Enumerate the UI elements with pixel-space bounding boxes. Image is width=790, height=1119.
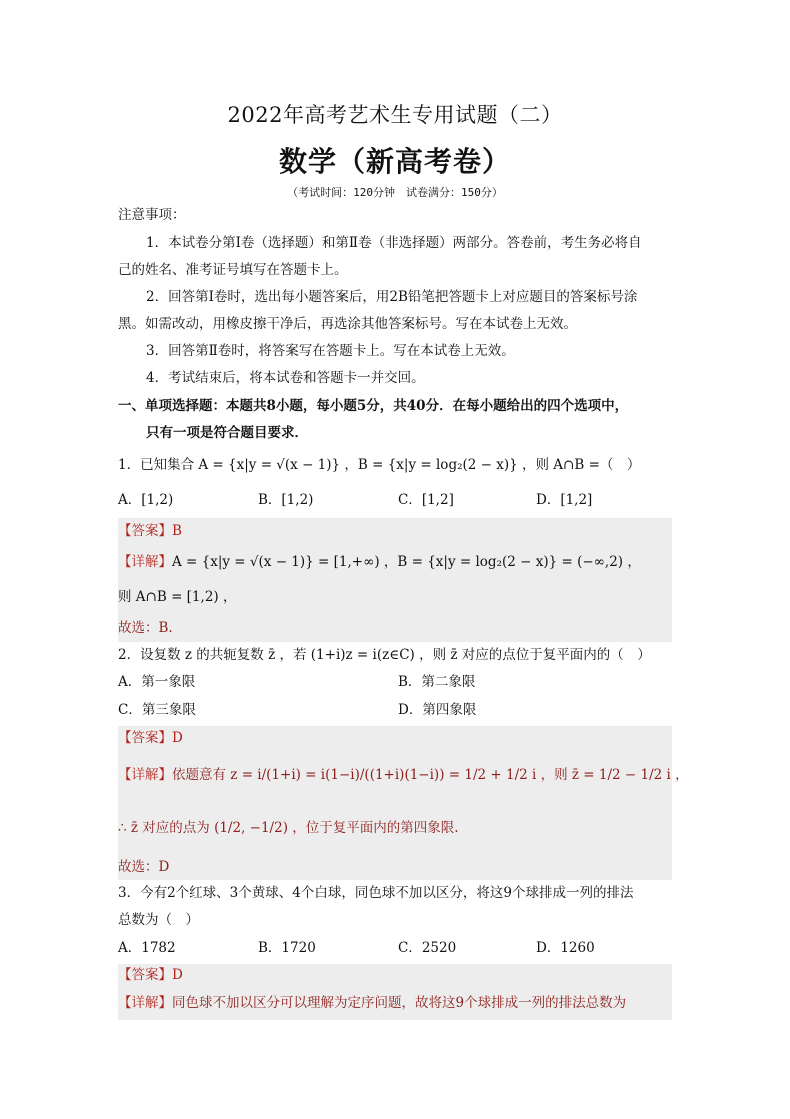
q2-detail-text: 依题意有 z = i/(1+i) = i(1−i)/((1+i)(1−i)) = 1/2 + 1/2 i ，则 z̄ = 1/2 − 1/2 i ， <box>172 767 689 783</box>
q2-option-d: D．第四象限 <box>398 702 477 718</box>
q1-detail <box>118 552 641 572</box>
q3-option-a: A．1782 <box>118 940 176 956</box>
q2-stem: 2．设复数 z 的共轭复数 z̄ ，若 (1+i)z = i(z∈C) ，则 z̄ 对应的点位于复平面内的（ ） <box>118 647 651 663</box>
note-1b: 己的姓名、准考证号填写在答题卡上。 <box>118 262 348 278</box>
q3-detail <box>118 993 626 1013</box>
exam-title: 2022年高考艺术生专用试题（二） <box>227 103 563 127</box>
q1-conclusion: 故选：B. <box>118 620 173 636</box>
q2-detail <box>118 765 689 785</box>
q1-detail-tag: 【详解】 <box>118 554 172 570</box>
q1-option-d: D．[1,2] <box>536 492 593 508</box>
q1-answer-box <box>118 518 672 642</box>
q2-conclusion: 故选：D <box>118 859 170 875</box>
note-1a: 1．本试卷分第Ⅰ卷（选择题）和第Ⅱ卷（非选择题）两部分。答卷前，考生务必将自 <box>146 235 642 251</box>
q2-detail-2: ∴ z̄ 对应的点为 (1/2, −1/2) ，位于复平面内的第四象限. <box>118 820 459 836</box>
section-heading-line2: 只有一项是符合题目要求． <box>146 425 308 441</box>
q1-answer: 【答案】B <box>118 523 182 539</box>
q2-option-c: C．第三象限 <box>118 702 196 718</box>
q2-answer-box <box>118 726 672 880</box>
q3-stem-1: 3．今有2个红球、3个黄球、4个白球，同色球不加以区分，将这9个球排成一列的排法 <box>118 885 634 901</box>
notes-heading: 注意事项： <box>118 207 186 223</box>
q3-option-b: B．1720 <box>258 940 316 956</box>
note-2b: 黑。如需改动，用橡皮擦干净后，再选涂其他答案标号。写在本试卷上无效。 <box>118 316 577 332</box>
q3-option-d: D．1260 <box>536 940 595 956</box>
q2-option-b: B．第二象限 <box>398 674 476 690</box>
q1-option-c: C．[1,2] <box>398 492 454 508</box>
q1-option-b: B．[1,2) <box>258 492 314 508</box>
q3-detail-text: 同色球不加以区分可以理解为定序问题，故将这9个球排成一列的排法总数为 <box>172 995 627 1011</box>
q1-option-a: A．[1,2) <box>118 492 174 508</box>
q3-option-c: C．2520 <box>398 940 457 956</box>
q3-answer: 【答案】D <box>118 967 183 983</box>
exam-info: （考试时间：120分钟 试卷满分：150分） <box>287 186 503 199</box>
q2-detail-tag: 【详解】 <box>118 767 172 783</box>
q3-detail-tag: 【详解】 <box>118 995 172 1011</box>
note-3: 3．回答第Ⅱ卷时，将答案写在答题卡上。写在本试卷上无效。 <box>146 343 515 359</box>
exam-subtitle: 数学（新高考卷） <box>278 145 511 178</box>
q1-stem: 1．已知集合 A = {x|y = √(x − 1)} ，B = {x|y = log₂(2 − x)} ，则 A∩B =（ ） <box>118 457 641 473</box>
q2-answer: 【答案】D <box>118 730 183 746</box>
q1-detail-2: 则 A∩B = [1,2) ， <box>118 589 237 605</box>
section-heading-line1: 一、单项选择题：本题共8小题，每小题5分，共40分．在每小题给出的四个选项中， <box>118 398 629 414</box>
q3-stem-2: 总数为（ ） <box>118 912 199 928</box>
note-2a: 2．回答第Ⅰ卷时，选出每小题答案后，用2B铅笔把答题卡上对应题目的答案标号涂 <box>146 289 638 305</box>
q1-detail-text: A = {x|y = √(x − 1)} = [1,+∞) ，B = {x|y = log₂(2 − x)} = (−∞,2) ， <box>172 554 641 570</box>
q2-option-a: A．第一象限 <box>118 674 196 690</box>
note-4: 4．考试结束后，将本试卷和答题卡一并交回。 <box>146 370 425 386</box>
